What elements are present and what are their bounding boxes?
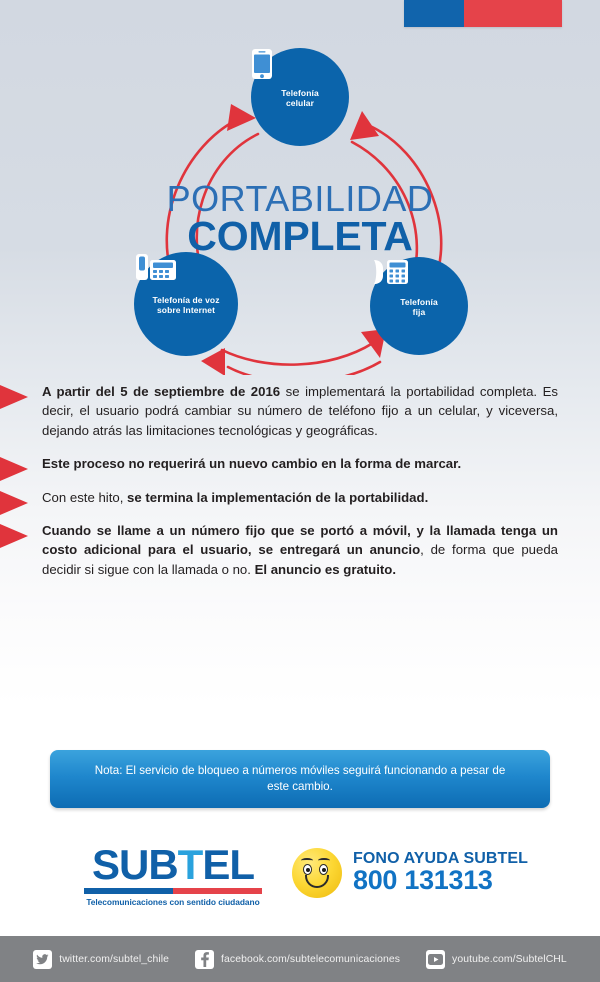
smiley-brow-left: [301, 858, 313, 863]
node-label-voip-line2: sobre Internet: [156, 304, 216, 315]
smiley-mouth: [305, 875, 329, 888]
fono-text: [353, 851, 528, 895]
node-telefonia-fija[interactable]: [370, 257, 468, 355]
subtel-logo: [84, 841, 262, 907]
node-label-voip-line1: Telefonía de voz: [152, 294, 220, 305]
facebook-icon: [195, 950, 214, 969]
bullet-text: Este proceso no requerirá un nuevo cambio en la forma de marcar.: [42, 456, 462, 472]
logo-row: [0, 838, 600, 920]
arrow-bullet-icon: [0, 491, 28, 515]
diagram-title-line2: COMPLETA: [187, 212, 413, 259]
subtel-word-part1: SUB: [91, 841, 178, 888]
bullet-list: [0, 382, 600, 593]
subtel-word-part3: EL: [202, 841, 254, 888]
diagram-title-line1: PORTABILIDAD: [166, 178, 434, 219]
bullet-text: Con este hito, se termina la implementación de la portabilidad.: [42, 489, 429, 505]
bullet-item: [0, 488, 600, 507]
fono-heading: FONO AYUDA SUBTEL: [353, 850, 529, 868]
note-box: [50, 750, 550, 808]
smiley-eye-left: [303, 864, 312, 875]
node-label-fija-line2: fija: [412, 306, 426, 317]
bullet-item: [0, 454, 600, 473]
smiley-brow-right: [318, 858, 330, 863]
subtel-logo-rule: [84, 888, 262, 894]
diagram-title: [0, 178, 600, 259]
subtel-word-part2: T: [177, 841, 203, 888]
social-label-twitter: twitter.com/subtel_chile: [59, 953, 170, 965]
social-item-youtube[interactable]: [426, 950, 567, 969]
rule-blue: [84, 888, 173, 894]
youtube-icon: [426, 950, 445, 969]
social-item-twitter[interactable]: [33, 950, 169, 969]
node-label-celular-line1: Telefonía: [281, 87, 319, 98]
social-item-facebook[interactable]: [195, 950, 400, 969]
smiley-face-icon: [292, 848, 342, 898]
chile-flag-bar: [404, 0, 562, 27]
fono-ayuda-block: [292, 848, 528, 898]
social-footer-bar: [0, 936, 600, 982]
subtel-wordmark: [84, 841, 262, 888]
node-telefonia-voz-internet[interactable]: [134, 252, 238, 356]
note-text: Nota: El servicio de bloqueo a números móviles seguirá funcionando a pesar de este cambio.: [94, 763, 506, 793]
arrow-bullet-icon: [0, 457, 28, 481]
bullet-item: [0, 521, 600, 579]
node-label-celular-line2: celular: [285, 97, 315, 108]
flag-red-stripe: [464, 0, 562, 27]
node-label-fija-line1: Telefonía: [400, 296, 438, 307]
arrow-bullet-icon: [0, 385, 28, 409]
flag-blue-stripe: [404, 0, 464, 27]
portability-cycle-diagram: [0, 30, 600, 375]
bullet-text: Cuando se llame a un número fijo que se portó a móvil, y la llamada tenga un costo adicional para el usuario, se entregará un anuncio, de forma que pueda decidir si sigue con la llamada o no. El anuncio es gratuito.: [42, 523, 558, 577]
arrow-bullet-icon: [0, 524, 28, 548]
node-telefonia-celular[interactable]: [251, 48, 349, 146]
twitter-icon: [33, 950, 52, 969]
fono-number: 800 131313: [353, 865, 493, 896]
social-label-facebook: facebook.com/subtelecomunicaciones: [221, 953, 401, 965]
bullet-text: A partir del 5 de septiembre de 2016 se implementará la portabilidad completa. Es decir, el usuario podrá cambiar su número de teléfono fijo a un celular, y viceversa, dejando atrás las limitaciones tecnológicas y geográficas.: [42, 384, 558, 438]
social-label-youtube: youtube.com/SubtelCHL: [452, 953, 567, 965]
rule-red: [173, 888, 262, 894]
subtel-tagline: Telecomunicaciones con sentido ciudadano: [86, 897, 260, 907]
bullet-item: [0, 382, 600, 440]
smiley-eye-right: [319, 864, 328, 875]
